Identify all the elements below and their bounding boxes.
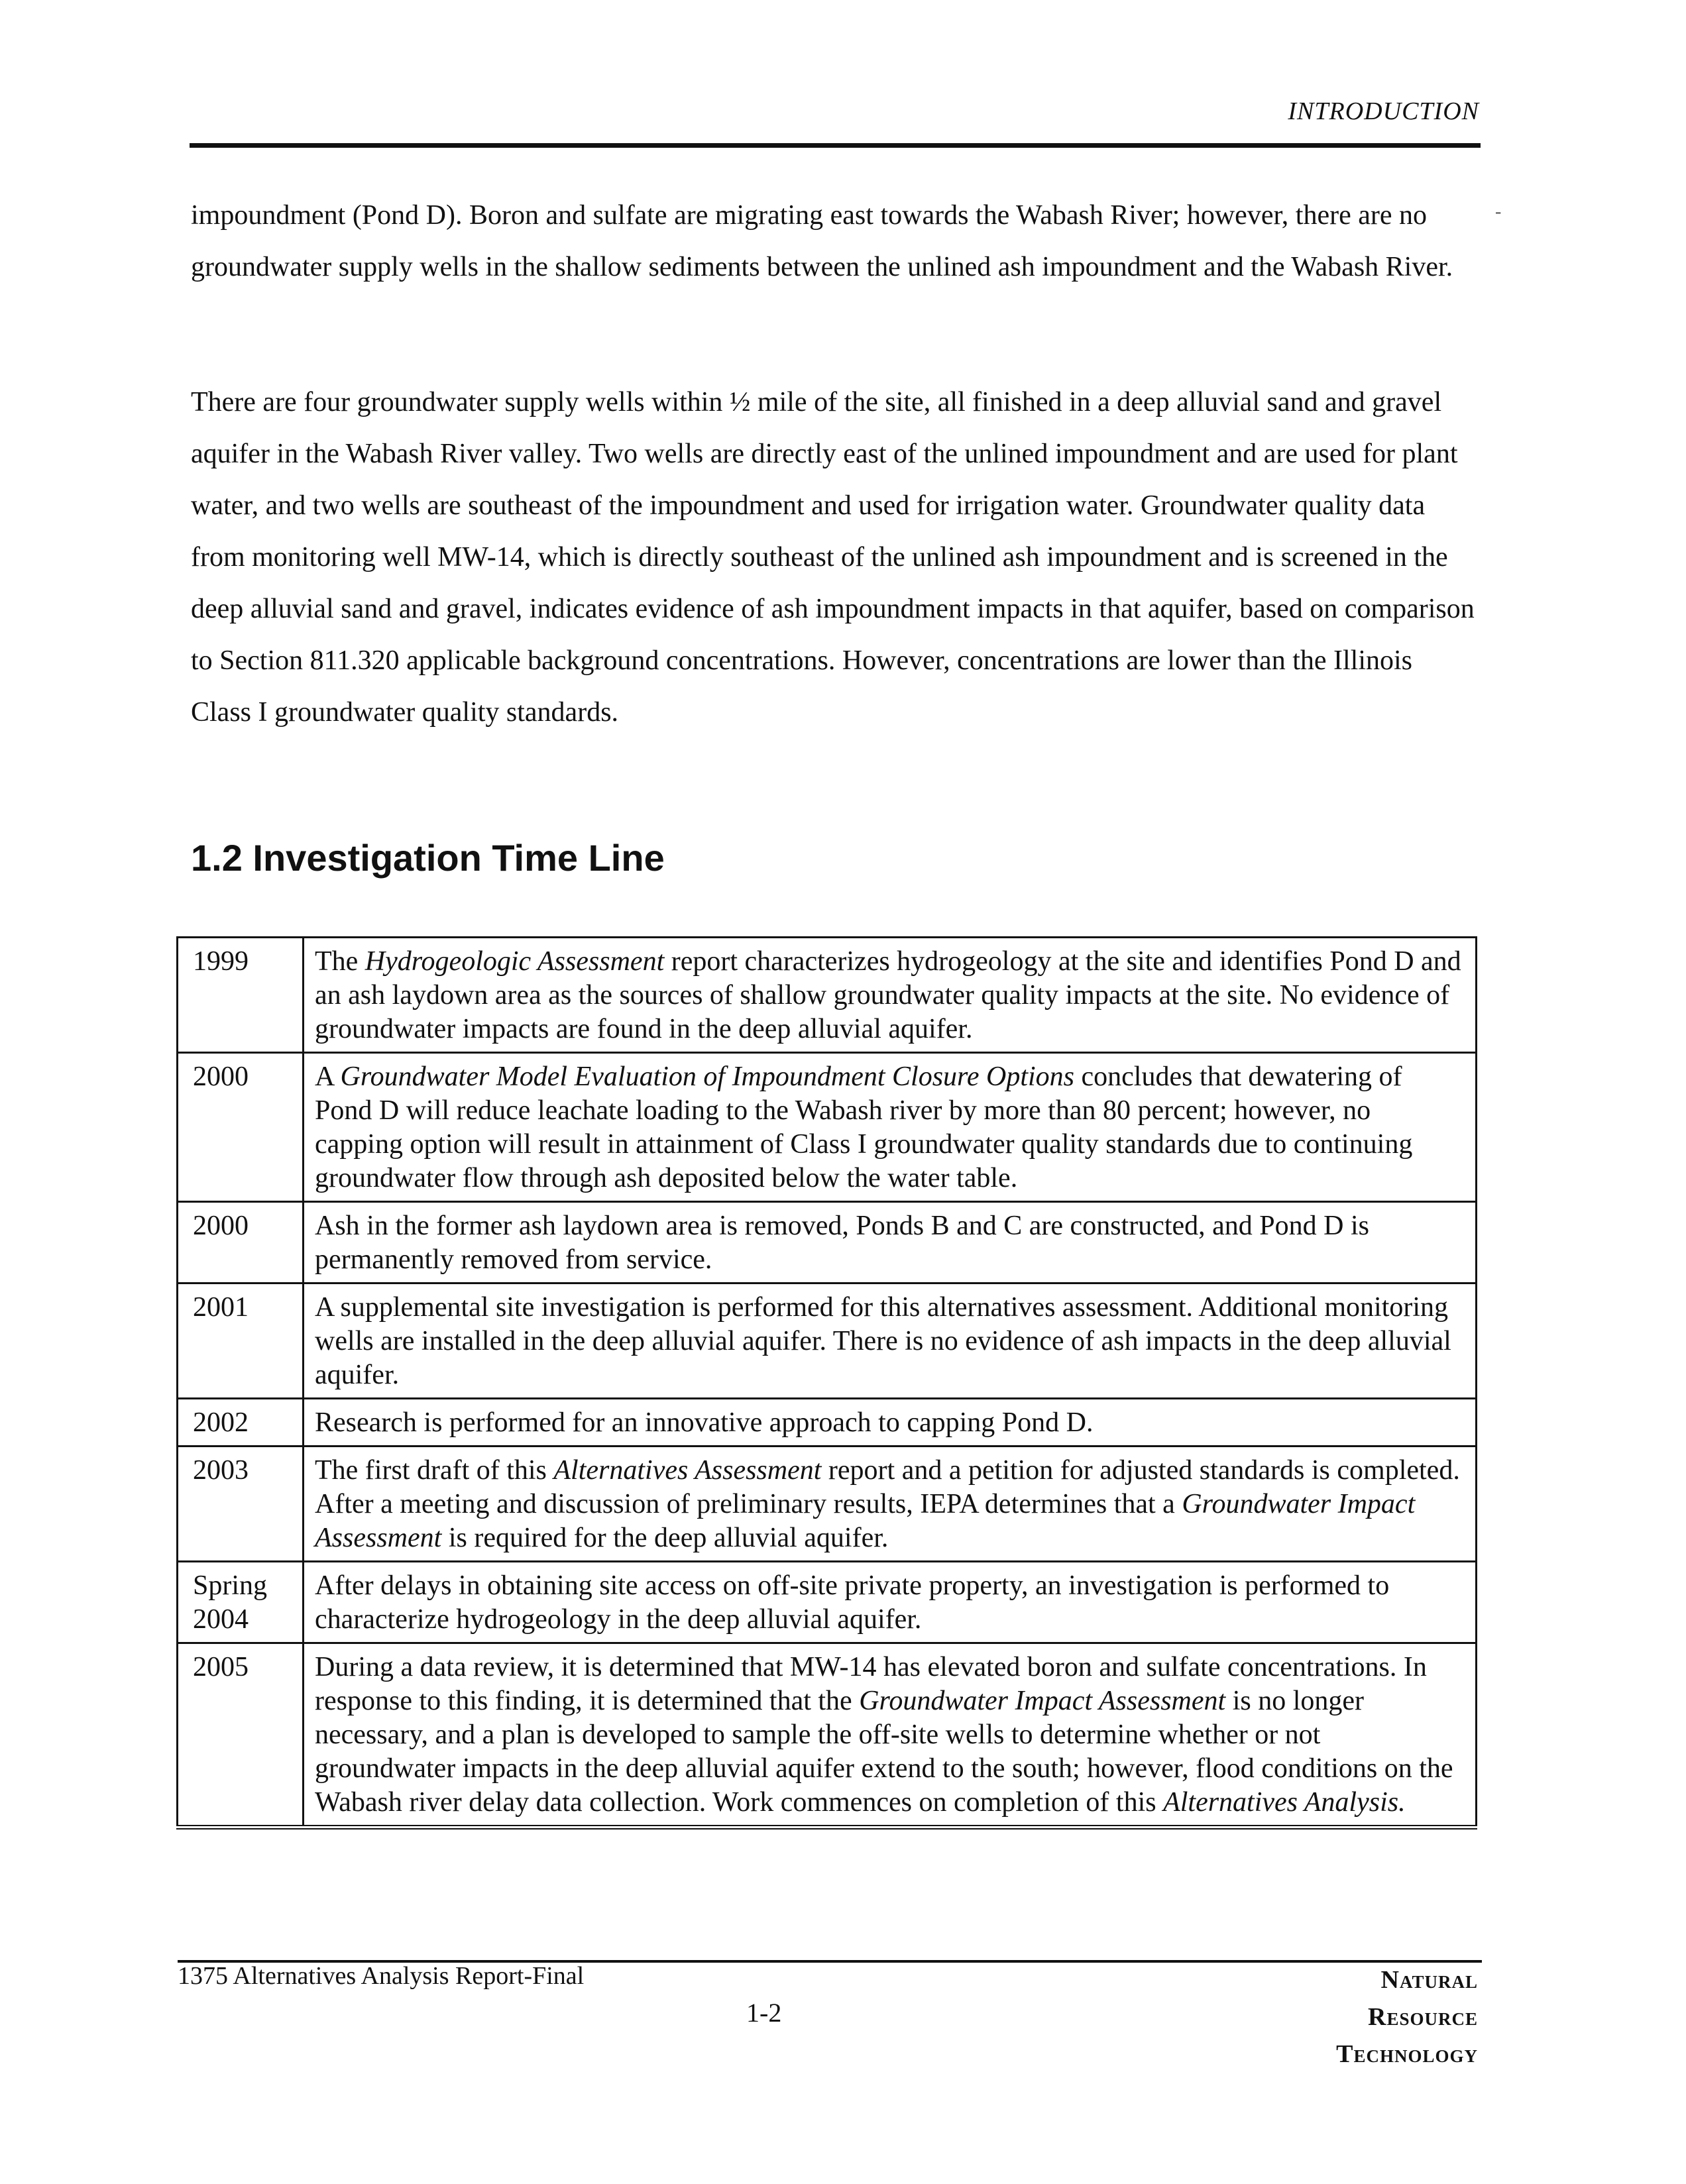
timeline-year: Spring 2004	[178, 1562, 304, 1643]
org-line: Resource	[1368, 2003, 1478, 2031]
italic-title: Alternatives Assessment	[553, 1455, 822, 1486]
description-text: concludes that dewatering of Pond D will reduce leachate loading to the Wabash river by more than 80 percent; however, no capping option will result in attainment of Class I groundwater quality standards due to continuing groundwater flow through ash deposited below the water table.	[315, 1062, 1413, 1193]
running-header: INTRODUCTION	[1288, 97, 1479, 125]
footer-report-name: 1375 Alternatives Analysis Report-Final	[178, 1962, 585, 1990]
description-text: A	[315, 1062, 341, 1092]
description-text: Ash in the former ash laydown area is removed, Ponds B and C are constructed, and Pond D is permanently removed from service.	[315, 1211, 1369, 1275]
section-heading: 1.2 Investigation Time Line	[191, 837, 665, 879]
timeline-year: 2001	[178, 1283, 304, 1399]
description-text: The first draft of this	[315, 1455, 554, 1486]
footer-organization	[1336, 1961, 1478, 2073]
timeline-description	[304, 1202, 1477, 1283]
timeline-row	[178, 1053, 1477, 1202]
timeline-description	[304, 1643, 1477, 1828]
description-text: is required for the deep alluvial aquifer.	[441, 1523, 889, 1553]
description-text: Research is performed for an innovative approach to capping Pond D.	[315, 1407, 1094, 1438]
stray-mark: -	[1495, 201, 1502, 222]
italic-title: Alternatives Analysis.	[1163, 1787, 1406, 1818]
italic-title: Groundwater Impact Assessment	[315, 1489, 1416, 1553]
timeline-row	[178, 1447, 1477, 1562]
org-line: Technology	[1336, 2040, 1478, 2068]
timeline-year: 1999	[178, 938, 304, 1053]
timeline-description	[304, 1399, 1477, 1447]
description-text: A supplemental site investigation is performed for this alternatives assessment. Additional monitoring wells are installed in the deep alluvial aquifer. There is no evidence of ash impacts in the deep alluvial aquifer.	[315, 1292, 1451, 1390]
timeline-year: 2000	[178, 1053, 304, 1202]
timeline-year: 2005	[178, 1643, 304, 1828]
timeline-table	[176, 936, 1477, 1829]
timeline-description	[304, 938, 1477, 1053]
header-rule	[190, 143, 1481, 148]
description-text: After delays in obtaining site access on off-site private property, an investigation is performed to characterize hydrogeology in the deep alluvial aquifer.	[315, 1570, 1390, 1635]
paragraph-2: There are four groundwater supply wells within ½ mile of the site, all finished in a deep alluvial sand and gravel aquifer in the Wabash River valley. Two wells are directly east of the unlined impoundment and are used for plant water, and two wells are southeast of the impoundment and used for irrigation water. Groundwater quality data from monitoring well MW-14, which is directly southeast of the unlined ash impoundment and is screened in the deep alluvial sand and gravel, indicates evidence of ash impoundment impacts in that aquifer, based on comparison to Section 811.320 applicable background concentrations. However, concentrations are lower than the Illinois Class I groundwater quality standards.	[191, 387, 1475, 728]
italic-title: Groundwater Impact Assessment	[859, 1686, 1226, 1716]
timeline-description	[304, 1053, 1477, 1202]
description-text: is no longer necessary, and a plan is developed to sample the off-site wells to determine whether or not groundwater impacts in the deep alluvial aquifer extend to the south; however, flood conditions on the Wabash river delay data collection. Work commences on completion of this	[315, 1686, 1453, 1818]
timeline-row	[178, 938, 1477, 1053]
timeline-year: 2000	[178, 1202, 304, 1283]
timeline-row	[178, 1399, 1477, 1447]
timeline-row	[178, 1202, 1477, 1283]
timeline-row	[178, 1283, 1477, 1399]
page-number: 1-2	[746, 1998, 782, 2028]
timeline-description	[304, 1562, 1477, 1643]
description-text: report and a petition for adjusted standards is completed. After a meeting and discussion of preliminary results, IEPA determines that a	[315, 1455, 1460, 1519]
timeline-row	[178, 1562, 1477, 1643]
timeline-year: 2003	[178, 1447, 304, 1562]
timeline-row	[178, 1643, 1477, 1828]
org-line: Natural	[1380, 1966, 1478, 1994]
timeline-description	[304, 1447, 1477, 1562]
description-text: During a data review, it is determined that MW-14 has elevated boron and sulfate concentrations. In response to this finding, it is determined that the	[315, 1652, 1427, 1716]
italic-title: Groundwater Model Evaluation of Impoundment Closure Options	[340, 1062, 1074, 1092]
italic-title: Hydrogeologic Assessment	[365, 946, 665, 977]
timeline-year: 2002	[178, 1399, 304, 1447]
paragraph-1: impoundment (Pond D). Boron and sulfate are migrating east towards the Wabash River; however, there are no groundwater supply wells in the shallow sediments between the unlined ash impoundment and the Wabash River.	[191, 200, 1453, 282]
description-text: report characterizes hydrogeology at the site and identifies Pond D and an ash laydown area as the sources of shallow groundwater quality impacts at the site. No evidence of groundwater impacts are found in the deep alluvial aquifer.	[315, 946, 1461, 1044]
description-text: The	[315, 946, 365, 977]
timeline-description	[304, 1283, 1477, 1399]
